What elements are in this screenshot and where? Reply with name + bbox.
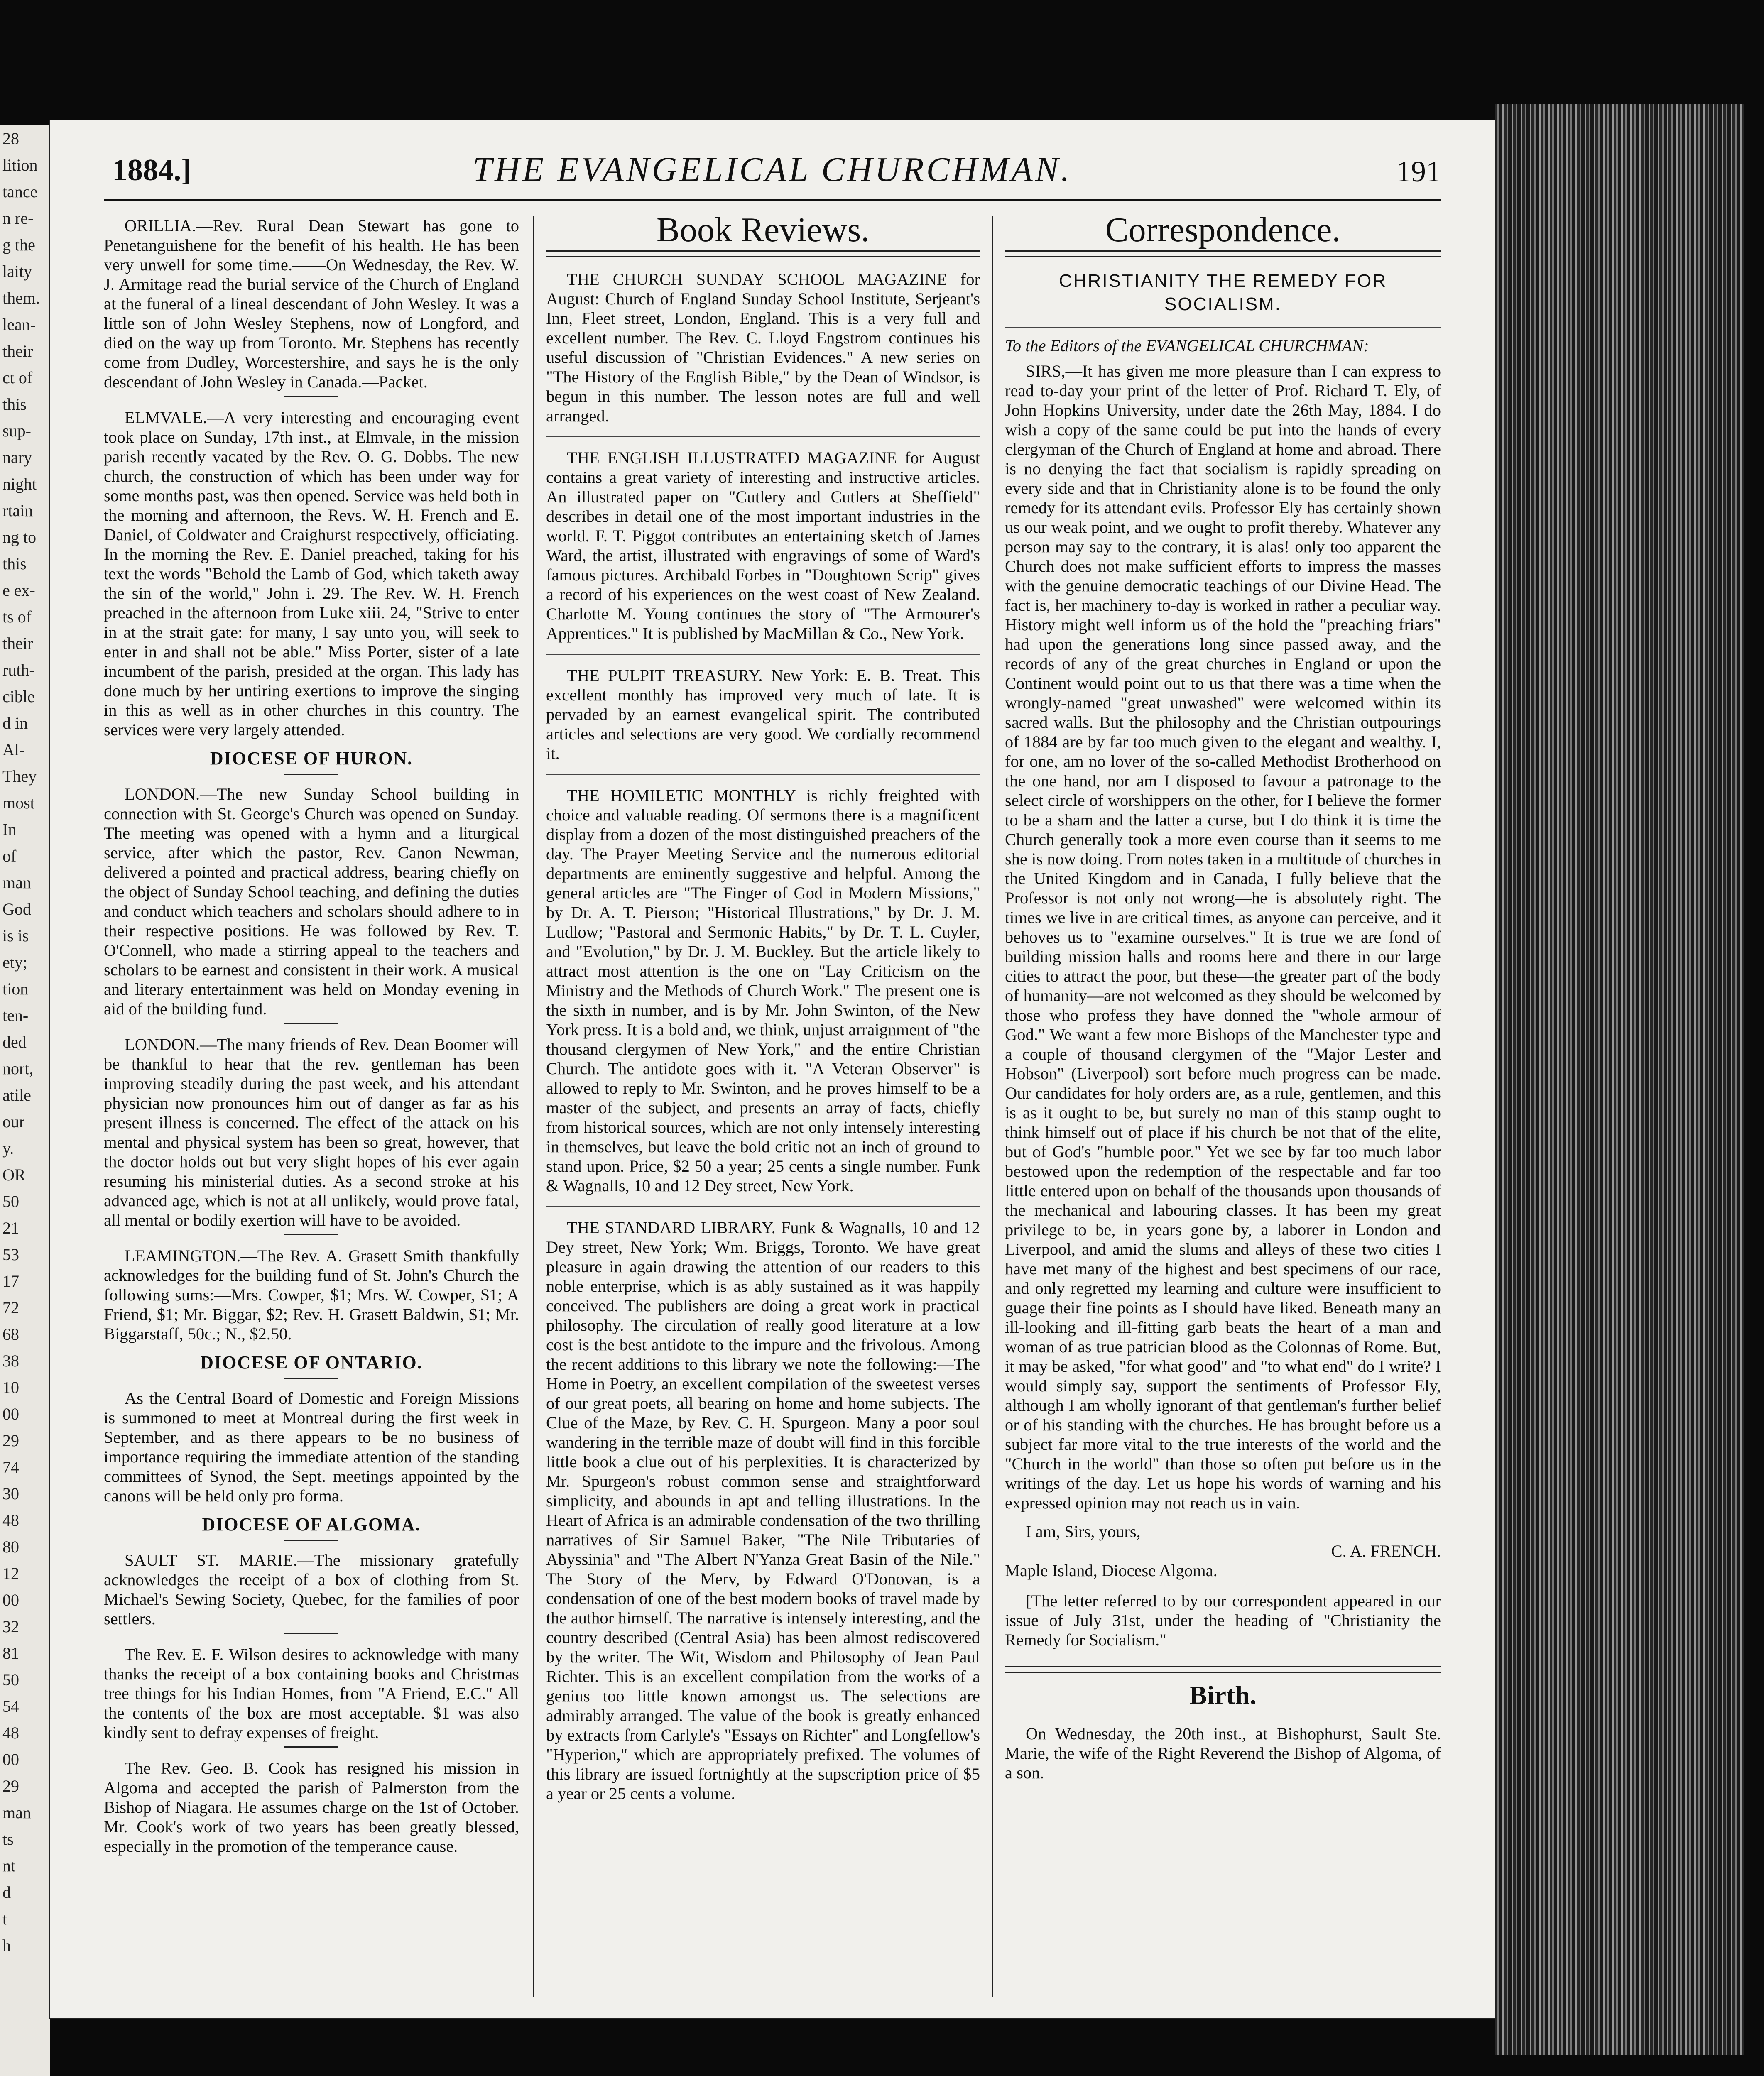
separator [284, 1746, 338, 1748]
fragment-line: 50 [2, 1670, 19, 1689]
fragment-line: 12 [2, 1564, 19, 1583]
facing-page-fragment [0, 125, 50, 2076]
fragment-line: 28 [2, 129, 19, 148]
article-ontario: As the Central Board of Domestic and Foreign Missions is summoned to meet at Montreal during the first week in September, and as there appears to be no business of importance requiring the immediate attention of the standing committees of Synod, the Sept. meetings appointed by the canons will be held only pro forma. [104, 1389, 519, 1505]
fragment-line: this [2, 554, 27, 573]
letter-salutation: To the Editors of the EVANGELICAL CHURCHMAN: [1005, 336, 1369, 355]
rule [1005, 256, 1441, 257]
fragment-line: d in [2, 714, 28, 732]
letter-signature: C. A. FRENCH. [1331, 1542, 1441, 1560]
fragment-line: OR [2, 1165, 26, 1184]
fragment-line: rtain [2, 501, 33, 520]
review-standard-library: THE STANDARD LIBRARY. Funk & Wagnalls, 10 and 12 Dey street, New York; Wm. Briggs, Toronto. We have great pleasure in again drawing the attention of our readers to this noble enterprise, which is as ably sustained as it was happily conceived. The publishers are doing a great work in practical philosophy. The circulation of really good literature at a low cost is the best antidote to the impure and the frivolous. Among the recent additions to this library we note the following:—The Home in Poetry, an excellent compilation of the sweetest verses of our great poets, all bearing on home and home subjects. The Clue of the Maze, by Rev. C. H. Spurgeon. Many a poor soul wandering in the terrible maze of doubt will find in this forcible little book a clue out of his perplexities. It is characterized by Mr. Spurgeon's robust common sense and straightforward simplicity, and abounds in apt and telling illustrations. In the Heart of Africa is an admirable condensation of the two thrilling narratives of Sir Samuel Baker, "The Nile Tributaries of Abyssinia" and "The Albert N'Yanza Great Basin of the Nile." The Story of the Merv, by Edward O'Donovan, is a condensation of one of the best modern books of travel made by the author himself. The narrative is intensely interesting, and the country described (Central Asia) has been almost rediscovered by the writer. The Wit, Wisdom and Philosophy of Jean Paul Richter. This is an excellent compilation from the works of a genius too little known amongst us. The selections are admirably arranged. The value of the book is greatly enhanced by extracts from Carlyle's "Essays on Richter" and Longfellow's "Hyperion," which are appropriately prefixed. The volumes of this library are issued fortnightly at the supscription price of $5 a year or 25 cents a volume. [546, 1218, 980, 1803]
fragment-line: 00 [2, 1405, 19, 1423]
fragment-line: 17 [2, 1272, 19, 1290]
column-divider [533, 216, 534, 1997]
fragment-line: lean- [2, 315, 36, 334]
fragment-line: 10 [2, 1378, 19, 1397]
rule [546, 250, 980, 252]
rule [1005, 250, 1441, 252]
date-ref: 1884.] [112, 153, 192, 187]
fragment-line: 30 [2, 1484, 19, 1503]
fragment-line: 48 [2, 1723, 19, 1742]
newspaper-page [50, 120, 1495, 2018]
fragment-line: them. [2, 289, 40, 307]
fragment-line: 53 [2, 1245, 19, 1264]
review-homiletic-monthly: THE HOMILETIC MONTHLY is richly freighted with choice and valuable reading. Of sermons there is a magnificent display from a dozen of the most distinguished preachers of the day. The Prayer Meeting Service and the numerous editorial departments are eminently suggestive and helpful. Among the general articles are "The Finger of God in Modern Missions," by Dr. A. T. Pierson; "Historical Illustrations," by Dr. J. M. Ludlow; "Pastoral and Sermonic Habits," by Dr. T. L. Cuyler, and "Evolution," by Dr. J. M. Buckley. But the article likely to attract most attention is the one on "Lay Criticism on the Ministry and the Methods of Church Work." The present one is the sixth in number, and is by Mr. John Swinton, of the New York press. It is a bold and, we think, unjust arraignment of "the thousand clergymen of New York," and the entire Christian Church. The antidote goes with it. "A Veteran Observer" is allowed to reply to Mr. Swinton, and he proves himself to be a master of the subject, and presents an array of facts, chiefly from historical sources, which are not only intensely interesting in themselves, but leave the bold critic not an inch of ground to stand upon. Price, $2 50 a year; 25 cents a single number. Funk & Wagnalls, 10 and 12 Dey street, New York. [546, 786, 980, 1195]
fragment-line: atile [2, 1086, 31, 1104]
fragment-line: ruth- [2, 661, 35, 679]
fragment-line: ts of [2, 607, 32, 626]
column-divider [992, 216, 993, 1997]
fragment-line: 29 [2, 1777, 19, 1795]
separator [546, 774, 980, 775]
fragment-line: ten- [2, 1006, 29, 1025]
separator [284, 396, 338, 397]
separator [546, 436, 980, 437]
heading-diocese-huron: DIOCESE OF HURON. [210, 748, 413, 769]
fragment-line: ct of [2, 368, 33, 387]
fragment-line: 29 [2, 1431, 19, 1450]
fragment-line: h [2, 1936, 11, 1955]
article-sault-ste-marie: SAULT ST. MARIE.—The missionary gratefully acknowledges the receipt of a box of clothing from St. Michael's Sewing Society, Quebec, for the families of poor settlers. [104, 1551, 519, 1628]
heading-birth: Birth. [1189, 1680, 1257, 1710]
article-wilson: The Rev. E. F. Wilson desires to acknowledge with many thanks the receipt of a box containing books and Christmas tree things for his Indian Homes, from "A Friend, E.C." All the contents of the box are most acceptable. $1 was also kindly sent to defray expenses of freight. [104, 1645, 519, 1742]
separator [546, 1206, 980, 1207]
page-number: 191 [1396, 155, 1441, 188]
heading-diocese-ontario: DIOCESE OF ONTARIO. [200, 1352, 423, 1373]
heading-book-reviews: Book Reviews. [656, 211, 870, 249]
column-book-reviews [546, 211, 980, 1803]
fragment-line: Al- [2, 740, 25, 759]
birth-notice: On Wednesday, the 20th inst., at Bishophurst, Sault Ste. Marie, the wife of the Right Reverend the Bishop of Algoma, of a son. [1005, 1724, 1441, 1782]
fragment-line: n re- [2, 209, 34, 228]
fragment-line: night [2, 475, 37, 493]
rule [1005, 1672, 1441, 1673]
separator [284, 1378, 338, 1379]
article-orillia: ORILLIA.—Rev. Rural Dean Stewart has gone to Penetanguishene for the benefit of his health. He has been very unwell for some time.——On Wednesday, the Rev. W. J. Armitage read the burial service of the Church of England at the funeral of a lineal descendant of John Wesley. It was a little son of John Wesley Stephens, now of Longford, and died on the way up from Toronto. Mr. Stephens has recently come from Dudley, Worcestershire, and says he is the only descendant of John Wesley in Canada.—Packet. [104, 216, 519, 391]
fragment-line: God [2, 900, 31, 918]
fragment-line: t [2, 1910, 7, 1928]
rule [1005, 1666, 1441, 1667]
fragment-line: our [2, 1112, 25, 1131]
letter-title: CHRISTIANITY THE REMEDY FOR SOCIALISM. [1059, 271, 1387, 314]
article-london-school: LONDON.—The new Sunday School building in connection with St. George's Church was opened on Sunday. The meeting was opened with a hymn and a liturgical service, after which the pastor, Rev. Canon Newman, delivered a pointed and practical address, bearing chiefly on the object of Sunday School teaching, and defining the duties and conduct which teachers and scholars should adhere to in their respective positions. He was followed by Rev. T. O'Connell, who made a stirring appeal to the teachers and scholars to be earnest and consistent in their work. A musical and literary entertainment was held on Monday evening in aid of the building fund. [104, 785, 519, 1018]
fragment-line: 80 [2, 1537, 19, 1556]
fragment-line: 32 [2, 1617, 19, 1636]
fragment-line: nary [2, 448, 32, 467]
fragment-line: 38 [2, 1351, 19, 1370]
fragment-line: this [2, 395, 27, 414]
fragment-line: sup- [2, 421, 31, 440]
page-edges [1495, 104, 1744, 2055]
fragment-line: nort, [2, 1059, 34, 1078]
heading-diocese-algoma: DIOCESE OF ALGOMA. [202, 1514, 421, 1535]
header-rule [104, 199, 1441, 201]
fragment-line: d [2, 1883, 11, 1902]
column-correspondence [1005, 211, 1441, 1782]
fragment-line: In [2, 820, 17, 839]
review-pulpit-treasury: THE PULPIT TREASURY. New York: E. B. Treat. This excellent monthly has improved very much of late. It is pervaded by an earnest evangelical spirit. The contributed articles and selections are very good. We cordially recommend it. [546, 666, 980, 763]
fragment-line: man [2, 1803, 31, 1822]
letter-body: SIRS,—It has given me more pleasure than I can express to read to-day your print of the letter of Prof. Richard T. Ely, of John Hopkins University, under date the 26th May, 1884. I do wish a copy of the same could be put into the hands of every clergyman of the Church of England at home and abroad. There is no denying the fact that socialism is rapidly spreading on every side and that in Christianity alone is to be found the only remedy for its attendant evils. Professor Ely has certainly shown us our weak point, and we ought to profit thereby. Whatever any person may say to the contrary, it is alas! only too apparent the Church does not make sufficient efforts to impress the masses with the genuine democratic teachings of our Divine Head. The fact is, her machinery to-day is worked in rather a peculiar way. History might well inform us of the hold the "preaching friars" had upon the generations long since passed away, and the records of any of the great churches in England or upon the Continent would point out to us that there was a time when the wrongly-named "great unwashed" were welcomed within its sacred walls. But the philosophy and the Christian outpourings of 1884 are by far too much given to the elegant and wealthy. I, for one, am no lover of the so-called Methodist Brotherhood on the one hand, nor am I disposed to favour a patronage to the select circle of worshippers on the other, for I believe the former to be a sham and the latter a curse, but I do think it is time the Church generally took a more even course than it seems to me she is now doing. From notes taken in a multitude of churches in the United Kingdom and in Canada, I fully believe that the Professor is not only not wrong—he is absolutely right. The times we live in are critical times, as anyone can perceive, and it behoves us to "examine ourselves." It is true we are fond of building mission halls and rooms here and there in our large cities to attract the poor, but these—the greater part of the body of humanity—are not welcomed as they should be welcomed by those who profess they have donned the "whole armour of God." We want a few more Bishops of the Manchester type and a couple of thousand clergymen of the "Major Lester and Hobson" (Liverpool) sort before much progress can be made. Our candidates for holy orders are, as a rule, gentlemen, and this is as it ought to be, but surely no man of this stamp ought to think himself out of place if his church be not that of the elite, but of God's "humble poor." Yet we see by far too much labor bestowed upon the redemption of the respectable and far too little entered upon on behalf of the thousands upon thousands of the mechanical and labouring classes. It has been my great privilege to be, in years gone by, a laborer in London and Liverpool, and amid the slums and alleys of these two cities I have met many of the highest and best specimens of our race, and only regretted my learning and culture were insufficient to guage their fine points as I should have liked. Beneath many an ill-looking and ill-fitting garb beats the heart of a man and woman of as true patrician blood as the Colonnas of Rome. But, it may be asked, "for what good" and "to what end" do I write? I would simply say, support the sentiments of Professor Ely, although I am wholly ignorant of that gentleman's further belief or of his standing with the churches. He has brought before us a subject far more vital to the true interests of the world and the "Church in the world" than those so often put before us in the writings of the day. Let us hope his words of warning and his expressed opinion may not reach us in vain. [1005, 362, 1441, 1512]
letter-signoff: I am, Sirs, yours, [1026, 1522, 1141, 1541]
editor-note: [The letter referred to by our correspondent appeared in our issue of July 31st, under the heading of "Christianity the Remedy for Socialism." [1005, 1591, 1441, 1649]
letter-place: Maple Island, Diocese Algoma. [1005, 1561, 1218, 1580]
fragment-line: lition [2, 156, 38, 174]
fragment-line: 54 [2, 1697, 19, 1716]
fragment-line: e ex- [2, 581, 35, 600]
separator [284, 1234, 338, 1235]
rule [546, 256, 980, 257]
fragment-line: 48 [2, 1511, 19, 1530]
fragment-line: nt [2, 1856, 16, 1875]
fragment-line: They [2, 767, 37, 786]
fragment-line: tion [2, 979, 29, 998]
fragment-line: ded [2, 1033, 27, 1051]
fragment-line: their [2, 634, 33, 653]
separator [284, 1540, 338, 1541]
fragment-line: 00 [2, 1591, 19, 1609]
fragment-line: man [2, 873, 31, 892]
article-cook: The Rev. Geo. B. Cook has resigned his mission in Algoma and accepted the parish of Palmerston from the Bishop of Niagara. He assumes charge on the 1st of October. Mr. Cook's work of two years has been greatly blessed, especially in the promotion of the temperance cause. [104, 1759, 519, 1856]
fragment-line: 81 [2, 1644, 19, 1662]
review-english-illustrated: THE ENGLISH ILLUSTRATED MAGAZINE for August contains a great variety of interesting and instructive articles. An illustrated paper on "Cutlery and Cutlers at Sheffield" describes in detail one of the most important industries in the world. F. T. Piggot contributes an entertaining sketch of James Ward, the artist, illustrated with engravings of some of Ward's famous pictures. Archibald Forbes in "Doughtown Scrip" gives a record of his experiences on the west coast of New Zealand. Charlotte M. Young continues the story of "The Armourer's Apprentices." It is published by MacMillan & Co., New York. [546, 448, 980, 643]
fragment-line: 21 [2, 1219, 19, 1237]
fragment-line: ety; [2, 953, 27, 972]
fragment-line: 72 [2, 1298, 19, 1317]
separator [284, 1633, 338, 1634]
fragment-line: 68 [2, 1325, 19, 1344]
article-leamington: LEAMINGTON.—The Rev. A. Grasett Smith thankfully acknowledges for the building fund of St. John's Church the following sums:—Mrs. Cowper, $1; Mrs. W. Cowper, $1; A Friend, $1; Mr. Biggar, $2; Rev. H. Grasett Baldwin, $1; Mr. Biggarstaff, 50c.; N., $2.50. [104, 1246, 519, 1343]
fragment-line: most [2, 793, 35, 812]
column-church-news [104, 216, 519, 1856]
fragment-line: their [2, 342, 33, 360]
fragment-line: laity [2, 262, 32, 281]
fragment-line: cible [2, 687, 35, 706]
separator [1005, 327, 1441, 328]
fragment-line: 50 [2, 1192, 19, 1211]
article-elmvale: ELMVALE.—A very interesting and encouraging event took place on Sunday, 17th inst., at Elmvale, in the mission parish recently vacated by the Rev. O. G. Dobbs. The new church, the construction of which has been under way for some months past, was then opened. Service was held both in the morning and afternoon, the Revs. W. H. French and E. Daniel, of Coldwater and Craighurst respectively, officiating. In the morning the Rev. E. Daniel preached, taking for his text the words "Behold the Lamb of God, which taketh away the sin of the world," John i. 29. The Rev. W. H. French preached in the afternoon from Luke xiii. 24, "Strive to enter in at the strait gate: for many, I say unto you, will seek to enter in and shall not be able." Miss Porter, sister of a late incumbent of the parish, presided at the organ. This lady has done much by her untiring exertions to improve the singing in this as well as in other churches in this country. The services were very largely attended. [104, 408, 519, 739]
heading-correspondence: Correspondence. [1105, 211, 1341, 249]
article-london-boomer: LONDON.—The many friends of Rev. Dean Boomer will be thankful to hear that the rev. gentleman has been improving steadily during the past week, and his attendant physician now pronounces him out of danger as far as his present illness is concerned. The effect of the attack on his mental and physical system has been so great, however, that the doctor holds out but very slight hopes of his ever again resuming his ministerial duties. As a second stroke at his advanced age, which is not at all unlikely, would prove fatal, all mental or bodily exertion will have to be avoided. [104, 1035, 519, 1229]
fragment-line: tance [2, 182, 38, 201]
separator [284, 774, 338, 775]
fragment-line: y. [2, 1139, 14, 1158]
masthead: THE EVANGELICAL CHURCHMAN. [473, 150, 1072, 189]
fragment-line: 00 [2, 1750, 19, 1769]
fragment-line: 74 [2, 1458, 19, 1476]
page-header [83, 120, 1462, 195]
fragment-line: ng to [2, 528, 37, 546]
separator [284, 1023, 338, 1024]
separator [546, 654, 980, 655]
fragment-line: ts [2, 1830, 14, 1848]
fragment-line: of [2, 847, 17, 865]
fragment-line: is is [2, 926, 29, 945]
review-sunday-school-magazine: THE CHURCH SUNDAY SCHOOL MAGAZINE for August: Church of England Sunday School Institute, Serjeant's Inn, Fleet street, London, England. This is a very full and excellent number. The Rev. C. Lloyd Engstrom continues his useful discussion of "Christian Evidences." A new series on "The History of the English Bible," by the Dean of Windsor, is begun in this number. The lesson notes are full and well arranged. [546, 270, 980, 425]
fragment-line: g the [2, 235, 35, 254]
